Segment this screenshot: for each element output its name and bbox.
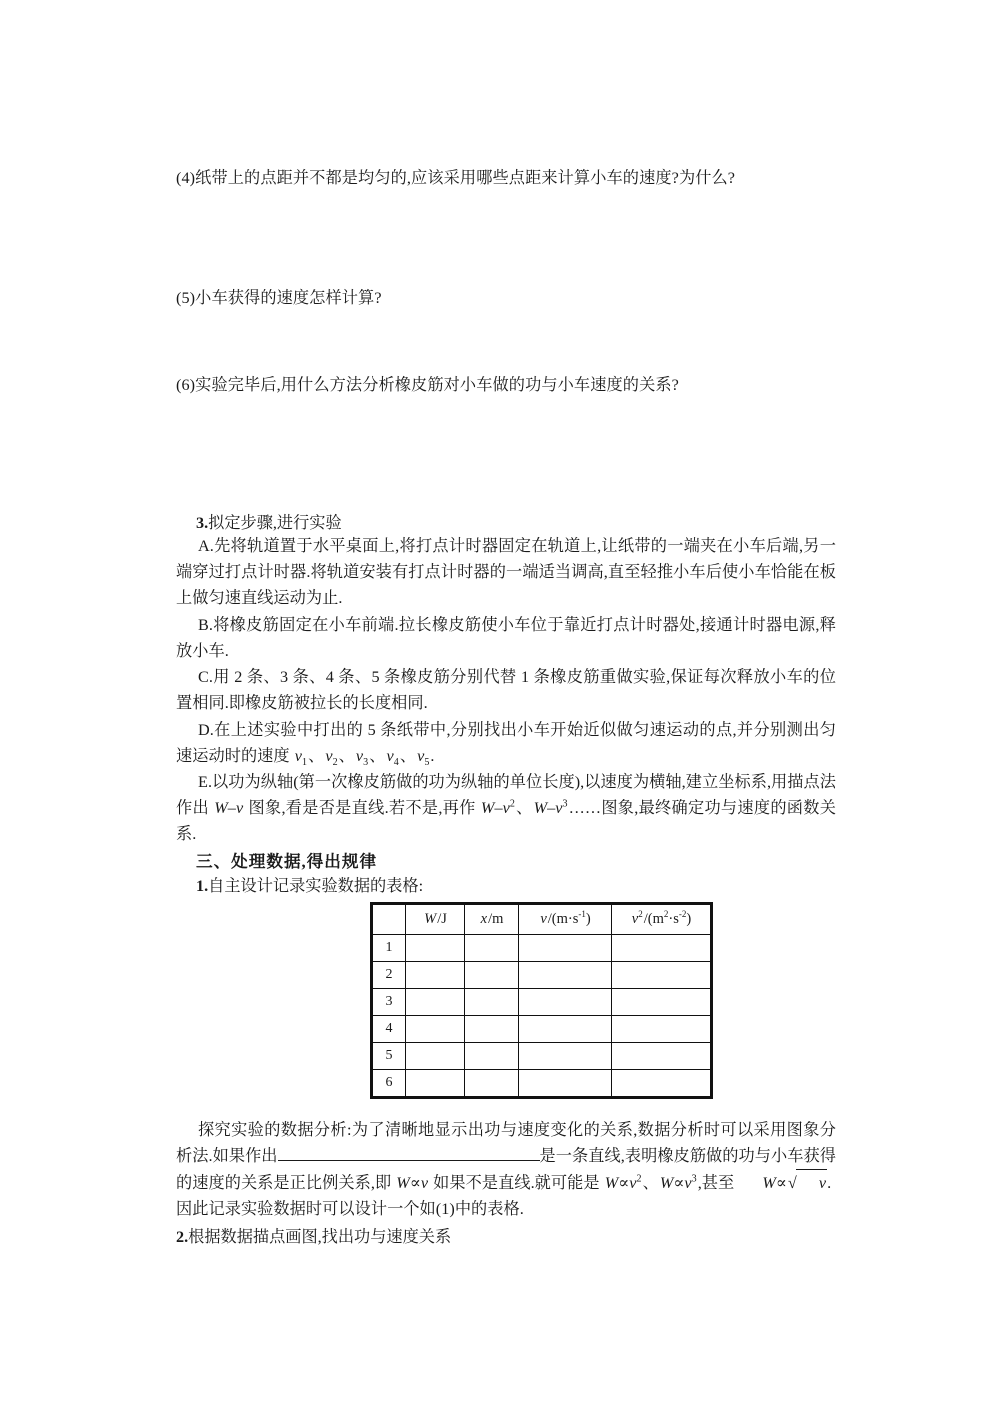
sep-2: 、	[338, 746, 355, 765]
cell-work[interactable]	[406, 988, 465, 1015]
var-v4: $v_4$	[386, 746, 399, 768]
question-5: (5)小车获得的速度怎样计算?	[176, 289, 382, 308]
cell-distance[interactable]	[465, 1015, 519, 1042]
section-steps-number: 3.	[196, 513, 209, 532]
row-label: 1	[372, 934, 406, 961]
cell-work[interactable]	[406, 961, 465, 988]
cell-velocity[interactable]	[519, 1069, 612, 1097]
analysis-text-1: 探究实验的数据分析:为了清晰地显示出功与速度变化的关系,数据分析时可以采用图象分析法.如果作出	[176, 1120, 836, 1165]
row-label: 4	[372, 1015, 406, 1042]
cell-velocity-squared[interactable]	[612, 1069, 712, 1097]
math-w-v3: $W-v^3$	[533, 798, 568, 818]
step-e-text-2: 图象,看是否是直线.若不是,再作	[244, 799, 480, 818]
cell-work[interactable]	[406, 1015, 465, 1042]
data-table-container	[176, 902, 836, 1099]
cell-work[interactable]	[406, 934, 465, 961]
answer-space-6	[176, 397, 836, 509]
section-steps-heading	[176, 509, 836, 533]
section-data-heading: 三、处理数据,得出规律	[196, 851, 378, 871]
cell-velocity-squared[interactable]	[612, 1015, 712, 1042]
item-1-title: 自主设计记录实验数据的表格:	[208, 876, 424, 895]
cell-work[interactable]	[406, 1042, 465, 1069]
math-w-prop-v3: $W\propto v^3$	[659, 1173, 697, 1193]
analysis-text-2: 是一条直线,表明橡皮筋做的功与小车获得的速度的关系是正比例关系,即	[176, 1146, 836, 1193]
table-header-velocity-squared: $v^2/(m^2\cdot s^{-2})$	[612, 903, 712, 934]
step-b: B.将橡皮筋固定在小车前端.拉长橡皮筋使小车位于靠近打点计时器处,接通计时器电源,释放小车.	[176, 615, 836, 660]
cell-velocity[interactable]	[519, 988, 612, 1015]
step-d	[176, 717, 836, 769]
cell-distance[interactable]	[465, 961, 519, 988]
sep-1: 、	[308, 746, 325, 765]
cell-velocity[interactable]	[519, 961, 612, 988]
table-row	[372, 988, 712, 1015]
table-row	[372, 1069, 712, 1097]
table-header-velocity: $v/(m\cdot s^{-1})$	[519, 903, 612, 934]
step-e-sep: 、	[515, 799, 533, 818]
item-1-number: 1.	[196, 876, 209, 895]
item-2-heading	[176, 1223, 836, 1247]
symbol-v: v	[540, 910, 547, 927]
cell-velocity[interactable]	[519, 1042, 612, 1069]
experiment-data-table	[370, 902, 713, 1099]
step-e	[176, 769, 836, 848]
var-v5: $v_5$	[417, 746, 430, 768]
table-header-work: W/J	[406, 903, 465, 934]
symbol-W: W	[424, 910, 437, 927]
analysis-sep: 、	[642, 1174, 659, 1193]
cell-distance[interactable]	[465, 1069, 519, 1097]
math-w-prop-v: W∝v	[396, 1174, 429, 1193]
step-a: A.先将轨道置于水平桌面上,将打点计时器固定在轨道上,让纸带的一端夹在小车后端,另一端穿过打点计时器.将轨道安装有打点计时器的一端适当调高,直至轻推小车后使小车恰能在板上做匀速直线运动为止.	[176, 536, 836, 608]
table-row	[372, 961, 712, 988]
sep-3: 、	[369, 746, 386, 765]
analysis-text-4: ,甚至	[697, 1174, 739, 1193]
math-w-prop-sqrt-v: W∝√ v	[738, 1169, 827, 1196]
var-v1: $v_1$	[294, 746, 308, 768]
cell-velocity[interactable]	[519, 934, 612, 961]
sep-5: .	[430, 746, 435, 765]
table-body	[372, 934, 712, 1097]
symbol-x: x	[480, 910, 488, 927]
math-w-v: W–v	[214, 799, 244, 818]
fill-in-blank[interactable]	[278, 1144, 540, 1161]
table-header-distance: x/m	[465, 903, 519, 934]
item-2-number: 2.	[176, 1227, 189, 1246]
analysis-text-5: .	[827, 1174, 832, 1193]
step-e-text-3: ……图象,最终确定功与速度的函数关系.	[176, 799, 836, 844]
step-e-text-1: E.以功为纵轴(第一次橡皮筋做的功为纵轴的单位长度),以速度为横轴,建立坐标系,用描点法作出	[176, 773, 836, 818]
row-label: 6	[372, 1069, 406, 1097]
answer-space-5	[176, 311, 836, 373]
item-1-heading	[176, 872, 836, 896]
analysis-conclusion: 因此记录实验数据时可以设计一个如(1)中的表格.	[176, 1200, 524, 1219]
table-header-row	[372, 903, 712, 934]
cell-velocity-squared[interactable]	[612, 961, 712, 988]
math-w-v2: $W-v^2$	[480, 798, 515, 818]
question-4: (4)纸带上的点距并不都是均匀的,应该采用哪些点距来计算小车的速度?为什么?	[176, 169, 736, 187]
cell-distance[interactable]	[465, 988, 519, 1015]
cell-velocity-squared[interactable]	[612, 934, 712, 961]
cell-velocity-squared[interactable]	[612, 988, 712, 1015]
table-header-index	[372, 903, 406, 934]
row-label: 2	[372, 961, 406, 988]
var-v3: $v_3$	[355, 746, 369, 768]
question-6: (6)实验完毕后,用什么方法分析橡皮筋对小车做的功与小车速度的关系?	[176, 375, 679, 394]
step-d-text: D.在上述实验中打出的 5 条纸带中,分别找出小车开始近似做匀速运动的点,并分别测出匀速运动时的速度	[176, 720, 836, 765]
cell-work[interactable]	[406, 1069, 465, 1097]
page-content	[176, 166, 836, 1247]
cell-distance[interactable]	[465, 934, 519, 961]
analysis-text-3: 如果不是直线.就可能是	[429, 1174, 604, 1193]
sep-4: 、	[399, 746, 417, 765]
table-row	[372, 934, 712, 961]
var-v2: $v_2$	[325, 746, 338, 768]
row-label: 5	[372, 1042, 406, 1069]
cell-distance[interactable]	[465, 1042, 519, 1069]
math-w-prop-v2: $W\propto v^2$	[604, 1173, 642, 1193]
section-steps-title: 拟定步骤,进行实验	[208, 513, 342, 532]
table-row	[372, 1042, 712, 1069]
analysis-paragraph	[176, 1117, 836, 1197]
item-2-title: 根据数据描点画图,找出功与速度关系	[188, 1227, 452, 1246]
answer-space-4	[176, 190, 836, 286]
table-bottom-spacer	[176, 1099, 836, 1117]
step-c: C.用 2 条、3 条、4 条、5 条橡皮筋分别代替 1 条橡皮筋重做实验,保证每次释放小车的位置相同.即橡皮筋被拉长的长度相同.	[176, 668, 836, 713]
cell-velocity-squared[interactable]	[612, 1042, 712, 1069]
row-label: 3	[372, 988, 406, 1015]
table-row	[372, 1015, 712, 1042]
symbol-v2: $v^2$	[631, 908, 643, 927]
cell-velocity[interactable]	[519, 1015, 612, 1042]
